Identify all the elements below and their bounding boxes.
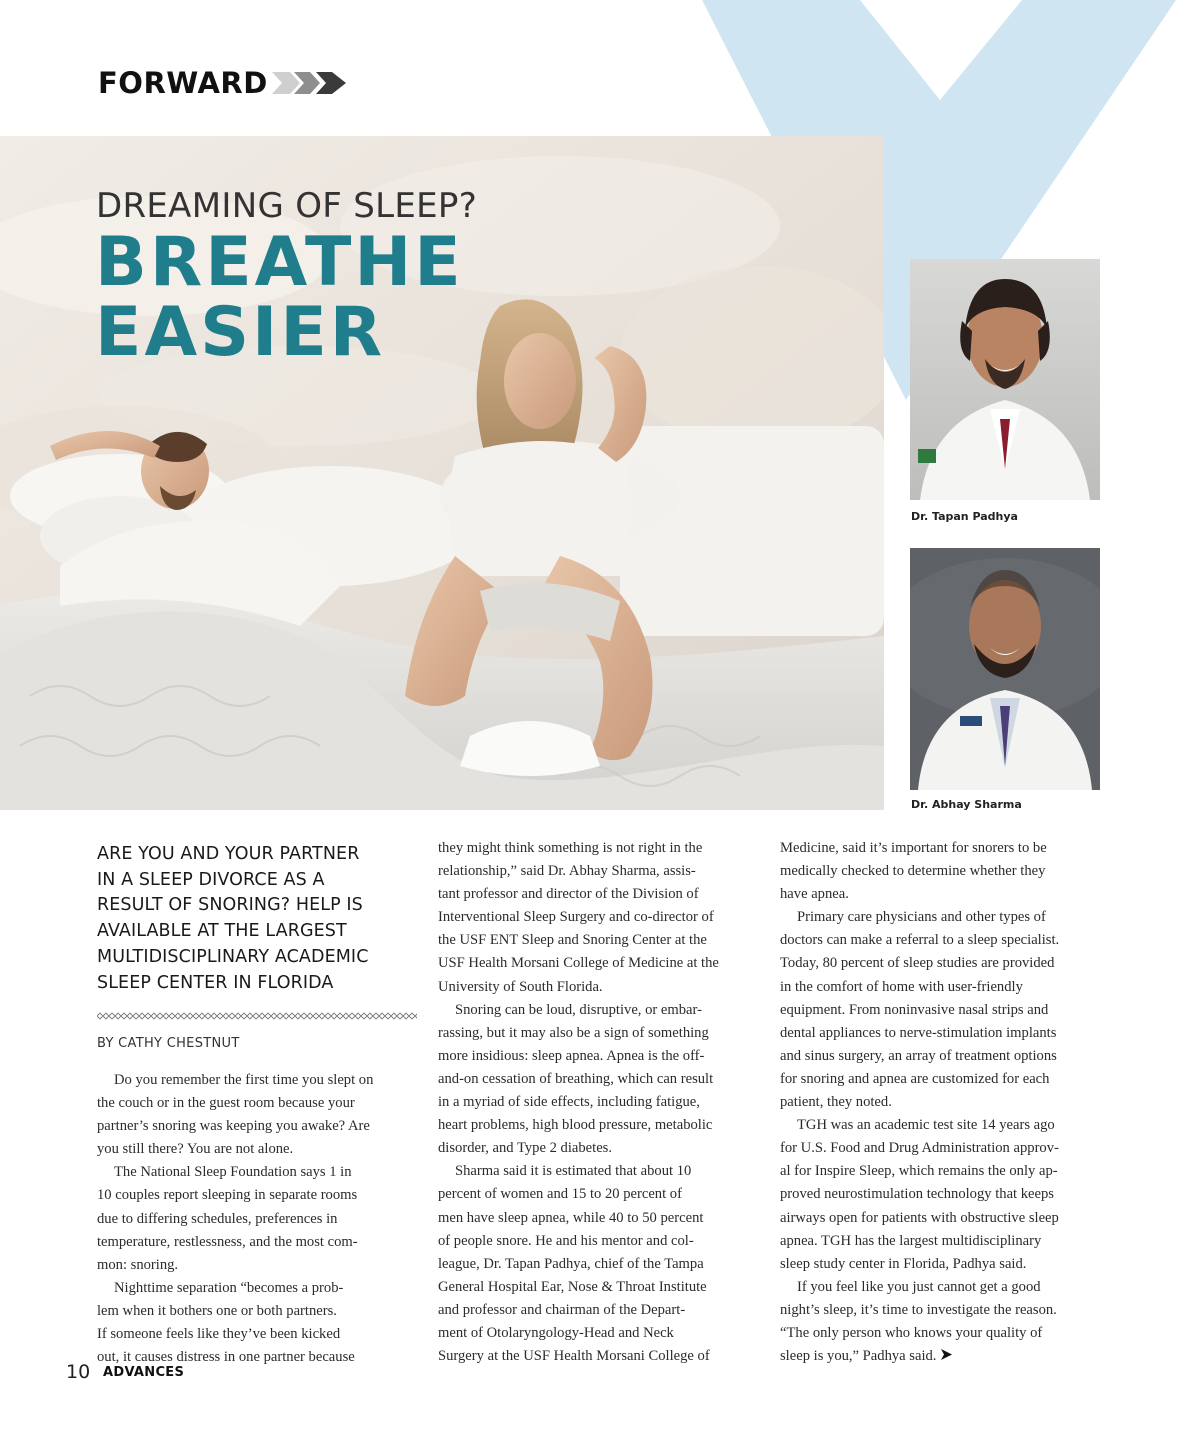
paragraph <box>438 1160 758 1368</box>
text-line: sleep is you,” Padhya said. <box>780 1345 1100 1368</box>
paragraph <box>438 999 758 1161</box>
text-line: If someone feels like they’ve been kicked <box>97 1326 341 1343</box>
paragraph <box>438 837 758 999</box>
page-number: 10 <box>66 1361 91 1383</box>
article-kicker: DREAMING OF SLEEP? <box>96 186 478 226</box>
text-line: Medicine, said it’s important for snorers to be <box>780 840 1047 856</box>
text-line: doctors can make a referral to a sleep specialist. <box>780 932 1060 949</box>
text-line: airways open for patients with obstructive sleep <box>780 1209 1059 1226</box>
text-line: dental appliances to nerve-stimulation implants <box>780 1024 1057 1041</box>
text-line: sleep study center in Florida, Padhya said. <box>780 1255 1027 1272</box>
deck-line: ARE YOU AND YOUR PARTNER <box>97 844 360 864</box>
text-line: they might think something is not right in the <box>438 840 703 856</box>
triple-chevron-arrows-icon <box>270 68 350 98</box>
deck-line: SLEEP CENTER IN FLORIDA <box>97 972 334 993</box>
text-line: rassing, but it may also be a sign of something <box>438 1024 709 1041</box>
decorative-zigzag-rule <box>97 1012 417 1020</box>
text-line: percent of women and 15 to 20 percent of <box>438 1186 682 1203</box>
text-line: patient, they noted. <box>780 1094 892 1111</box>
deck-line: IN A SLEEP DIVORCE AS A <box>97 869 325 890</box>
text-line: league, Dr. Tapan Padhya, chief of the Tampa <box>438 1255 704 1272</box>
text-line: Snoring can be loud, disruptive, or embar- <box>455 1001 702 1018</box>
text-line: disorder, and Type 2 diabetes. <box>438 1140 613 1157</box>
text-line: out, it causes distress in one partner because <box>97 1349 355 1366</box>
text-line: 10 couples report sleeping in separate rooms <box>97 1187 358 1204</box>
paragraph <box>780 906 1100 1114</box>
text-line: and-on cessation of breathing, which can result <box>438 1070 714 1087</box>
text-line: apnea. TGH has the largest multidisciplinary <box>780 1232 1042 1249</box>
body-column-1 <box>97 1069 417 1369</box>
text-line: for snoring and apnea are customized for each <box>780 1070 1050 1087</box>
section-label: FORWARD <box>98 66 268 100</box>
text-line: for U.S. Food and Drug Administration approv- <box>780 1140 1059 1157</box>
text-line: have apnea. <box>780 886 849 903</box>
text-line: men have sleep apnea, while 40 to 50 percent <box>438 1209 704 1226</box>
portrait-tapan-padhya <box>910 259 1100 500</box>
caption-abhay-sharma: Dr. Abhay Sharma <box>911 798 1022 811</box>
magazine-name: ADVANCES <box>103 1365 185 1380</box>
text-line: mon: snoring. <box>97 1256 179 1273</box>
end-mark-triangle-icon <box>940 1348 953 1361</box>
paragraph <box>97 1277 417 1369</box>
text-line: temperature, restlessness, and the most com- <box>97 1233 358 1250</box>
text-line: Nighttime separation “becomes a prob- <box>114 1279 344 1296</box>
text-line: tant professor and director of the Division of <box>438 886 699 903</box>
text-line: Interventional Sleep Surgery and co-director of <box>438 909 714 926</box>
text-line: Surgery at the USF Health Morsani College of <box>438 1348 710 1365</box>
text-line: of people snore. He and his mentor and col- <box>438 1232 694 1249</box>
text-line: proved neurostimulation technology that keeps <box>780 1186 1054 1203</box>
text-line: General Hospital Ear, Nose & Throat Institute <box>438 1278 707 1295</box>
text-line: in the comfort of home with user-friendly <box>780 978 1023 995</box>
article-headline <box>95 223 464 372</box>
text-line: TGH was an academic test site 14 years ago <box>797 1117 1055 1134</box>
headline-line-2: EASIER <box>95 293 386 372</box>
text-line: al for Inspire Sleep, which remains the only ap- <box>780 1163 1058 1180</box>
paragraph <box>780 1276 1100 1368</box>
paragraph <box>97 1161 417 1276</box>
section-header <box>98 66 350 100</box>
text-line: and professor and chairman of the Depart- <box>438 1301 686 1318</box>
text-line: heart problems, high blood pressure, metabolic <box>438 1117 713 1134</box>
text-line: medically checked to determine whether they <box>780 863 1046 880</box>
text-line: “The only person who knows your quality of <box>780 1324 1043 1341</box>
text-line: Sharma said it is estimated that about 10 <box>455 1163 692 1180</box>
text-line: Primary care physicians and other types of <box>797 909 1046 926</box>
paragraph <box>97 1069 417 1161</box>
text-line: Today, 80 percent of sleep studies are provided <box>780 955 1055 972</box>
body-column-3 <box>780 837 1100 1368</box>
text-line: equipment. From noninvasive nasal strips and <box>780 1001 1049 1018</box>
text-line: relationship,” said Dr. Abhay Sharma, assis- <box>438 863 696 880</box>
text-line: night’s sleep, it’s time to investigate the reason. <box>780 1301 1057 1318</box>
text-line: Do you remember the first time you slept on <box>114 1072 374 1088</box>
text-line: you still there? You are not alone. <box>97 1141 294 1158</box>
text-line: University of South Florida. <box>438 978 603 995</box>
portrait-abhay-sharma <box>910 548 1100 790</box>
paragraph <box>780 1114 1100 1276</box>
paragraph <box>780 837 1100 906</box>
body-column-2 <box>438 837 758 1368</box>
text-line: If you feel like you just cannot get a good <box>797 1278 1041 1295</box>
caption-tapan-padhya: Dr. Tapan Padhya <box>911 510 1018 523</box>
text-line: USF Health Morsani College of Medicine at the <box>438 955 719 972</box>
text-line: in a myriad of side effects, including fatigue, <box>438 1094 700 1111</box>
text-line: the couch or in the guest room because your <box>97 1095 355 1112</box>
deck-line: MULTIDISCIPLINARY ACADEMIC <box>97 946 369 967</box>
headline-line-1: BREATHE <box>95 223 464 302</box>
text-line: and sinus surgery, an array of treatment options <box>780 1047 1057 1064</box>
text-line: lem when it bothers one or both partners. <box>97 1302 337 1319</box>
text-line: more insidious: sleep apnea. Apnea is the off- <box>438 1047 705 1064</box>
text-line: The National Sleep Foundation says 1 in <box>114 1164 352 1181</box>
text-line: partner’s snoring was keeping you awake? Are <box>97 1118 370 1135</box>
article-byline: BY CATHY CHESTNUT <box>97 1036 240 1051</box>
text-line: due to differing schedules, preferences in <box>97 1210 338 1227</box>
article-deck <box>97 842 417 996</box>
deck-line: AVAILABLE AT THE LARGEST <box>97 921 347 942</box>
deck-line: RESULT OF SNORING? HELP IS <box>97 895 363 916</box>
text-line: ment of Otolaryngology-Head and Neck <box>438 1324 674 1341</box>
text-line: the USF ENT Sleep and Snoring Center at the <box>438 932 707 949</box>
